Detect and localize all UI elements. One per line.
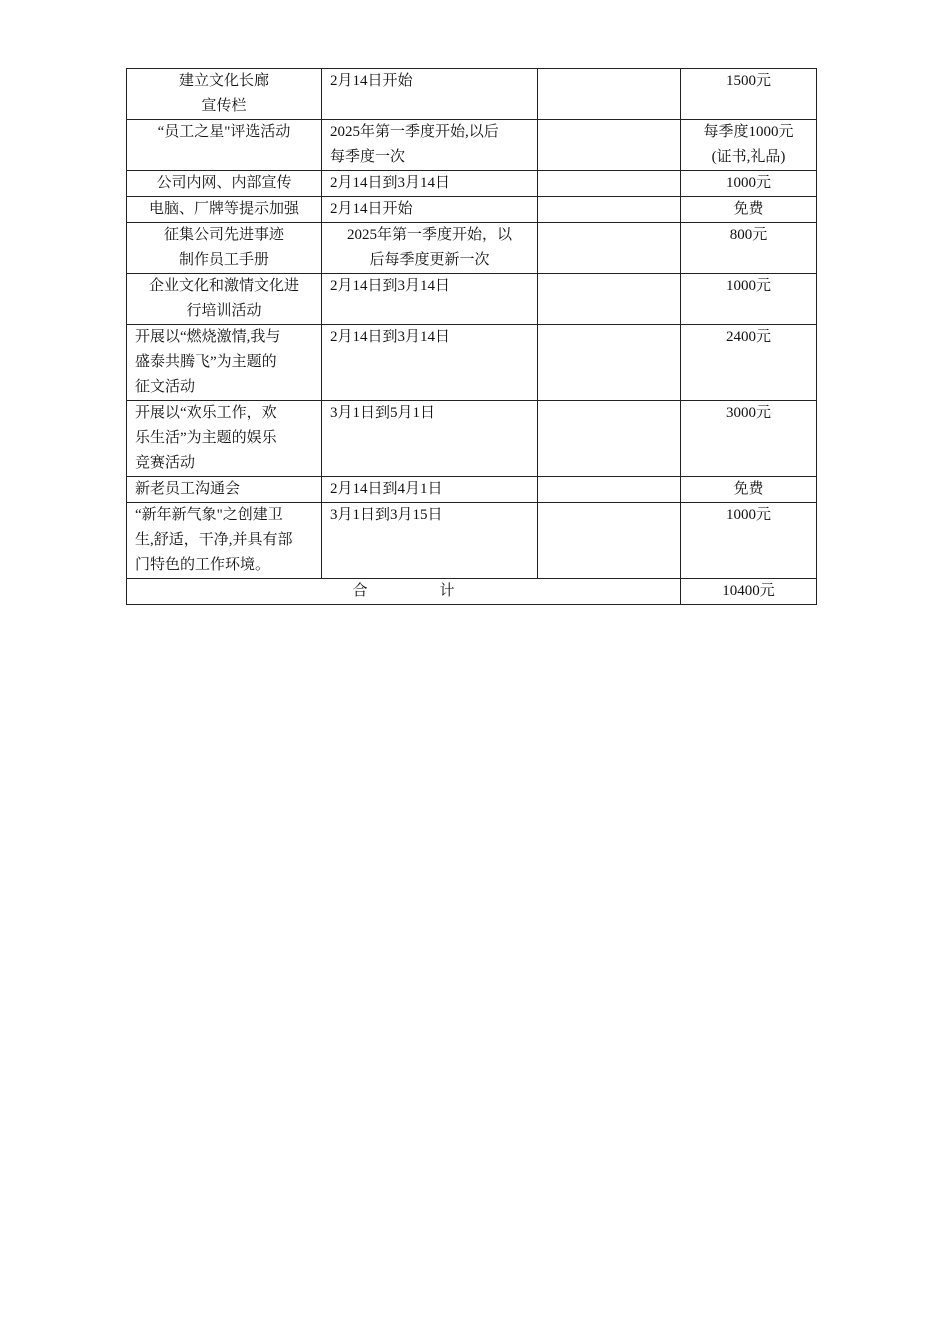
activity-cell-line: “新年新气象"之创建卫 (135, 507, 283, 523)
note-cell (538, 171, 681, 197)
time-cell-line: 后每季度更新一次 (369, 252, 490, 268)
cost-cell-line: 1000元 (725, 278, 771, 294)
activity-cell (127, 69, 322, 120)
total-row (127, 579, 817, 605)
note-cell (538, 69, 681, 120)
time-cell-line: 2月14日开始 (330, 73, 413, 89)
activity-cell (127, 120, 322, 171)
cost-cell-line: 1000元 (725, 175, 771, 191)
activity-cell (127, 325, 322, 401)
note-cell (538, 401, 681, 477)
time-cell-line: 2月14日到3月14日 (330, 175, 451, 191)
activity-cell-line: 开展以“欢乐工作，欢 (135, 405, 277, 421)
table-row (127, 171, 817, 197)
cost-cell (681, 171, 817, 197)
table-row (127, 401, 817, 477)
activity-cell (127, 401, 322, 477)
cost-cell-line: 3000元 (725, 405, 771, 421)
cost-cell (681, 274, 817, 325)
cost-cell (681, 197, 817, 223)
cost-cell-line: 2400元 (725, 329, 771, 345)
activity-cell-line: 生,舒适，干净,并具有部 (135, 532, 293, 548)
time-cell-line: 2025年第一季度开始,以后 (330, 124, 499, 140)
table-row (127, 325, 817, 401)
time-cell (322, 325, 538, 401)
activity-cell (127, 477, 322, 503)
time-cell-line: 2月14日到3月14日 (330, 278, 451, 294)
activity-cell-line: 企业文化和激情文化进 (148, 278, 299, 294)
activity-cell-line: 门特色的工作环境。 (135, 557, 271, 573)
time-cell (322, 171, 538, 197)
cost-cell (681, 223, 817, 274)
time-cell-line: 2月14日开始 (330, 201, 413, 217)
time-cell (322, 274, 538, 325)
cost-cell-line: 1500元 (725, 73, 771, 89)
activity-cell-line: 征集公司先进事迹 (163, 227, 284, 243)
table-row (127, 274, 817, 325)
activity-cell-line: 开展以“燃烧激情,我与 (135, 329, 281, 345)
total-value-cell: 10400元 (681, 579, 817, 605)
activity-cell-line: 制作员工手册 (178, 252, 269, 268)
note-cell (538, 325, 681, 401)
cost-cell (681, 120, 817, 171)
note-cell (538, 477, 681, 503)
cost-cell (681, 69, 817, 120)
activity-budget-table (126, 68, 817, 605)
time-cell-line: 2月14日到3月14日 (330, 329, 451, 345)
activity-cell-line: 盛泰共腾飞”为主题的 (135, 354, 277, 370)
table-row (127, 477, 817, 503)
time-cell-line: 3月1日到5月1日 (330, 405, 436, 421)
time-cell-line: 2月14日到4月1日 (330, 481, 443, 497)
activity-cell-line: “员工之星"评选活动 (157, 124, 291, 140)
activity-cell (127, 171, 322, 197)
cost-cell (681, 503, 817, 579)
total-label-cell (127, 579, 681, 605)
activity-cell (127, 274, 322, 325)
table-row (127, 120, 817, 171)
cost-cell-line: (证书,礼品) (711, 149, 786, 165)
cost-cell (681, 401, 817, 477)
activity-cell-line: 竞赛活动 (135, 455, 196, 471)
activity-cell-line: 乐生活”为主题的娱乐 (135, 430, 277, 446)
activity-cell-line: 公司内网、内部宣传 (156, 175, 292, 191)
time-cell (322, 197, 538, 223)
total-label-right: 计 (439, 583, 455, 599)
time-cell (322, 223, 538, 274)
note-cell (538, 197, 681, 223)
note-cell (538, 120, 681, 171)
table-body (127, 69, 817, 579)
activity-cell-line: 征文活动 (135, 379, 196, 395)
time-cell (322, 69, 538, 120)
activity-cell-line: 新老员工沟通会 (135, 481, 241, 497)
activity-cell (127, 503, 322, 579)
time-cell-line: 2025年第一季度开始，以 (346, 227, 512, 243)
time-cell (322, 503, 538, 579)
cost-cell-line: 免费 (733, 201, 764, 217)
cost-cell-line: 每季度1000元 (703, 124, 794, 140)
table-row (127, 197, 817, 223)
activity-cell-line: 电脑、厂牌等提示加强 (148, 201, 299, 217)
time-cell-line: 3月1日到3月15日 (330, 507, 443, 523)
activity-cell-line: 建立文化长廊 (178, 73, 269, 89)
activity-cell-line: 宣传栏 (201, 98, 247, 114)
cost-cell-line: 免费 (733, 481, 764, 497)
note-cell (538, 223, 681, 274)
table-row (127, 503, 817, 579)
activity-cell (127, 223, 322, 274)
activity-cell (127, 197, 322, 223)
time-cell (322, 477, 538, 503)
total-label-left: 合 (352, 583, 368, 599)
note-cell (538, 274, 681, 325)
time-cell (322, 120, 538, 171)
cost-cell (681, 325, 817, 401)
time-cell (322, 401, 538, 477)
note-cell (538, 503, 681, 579)
cost-cell-line: 800元 (729, 227, 768, 243)
time-cell-line: 每季度一次 (330, 149, 406, 165)
cost-cell-line: 1000元 (725, 507, 771, 523)
table-row (127, 223, 817, 274)
cost-cell (681, 477, 817, 503)
activity-cell-line: 行培训活动 (186, 303, 262, 319)
table-row (127, 69, 817, 120)
